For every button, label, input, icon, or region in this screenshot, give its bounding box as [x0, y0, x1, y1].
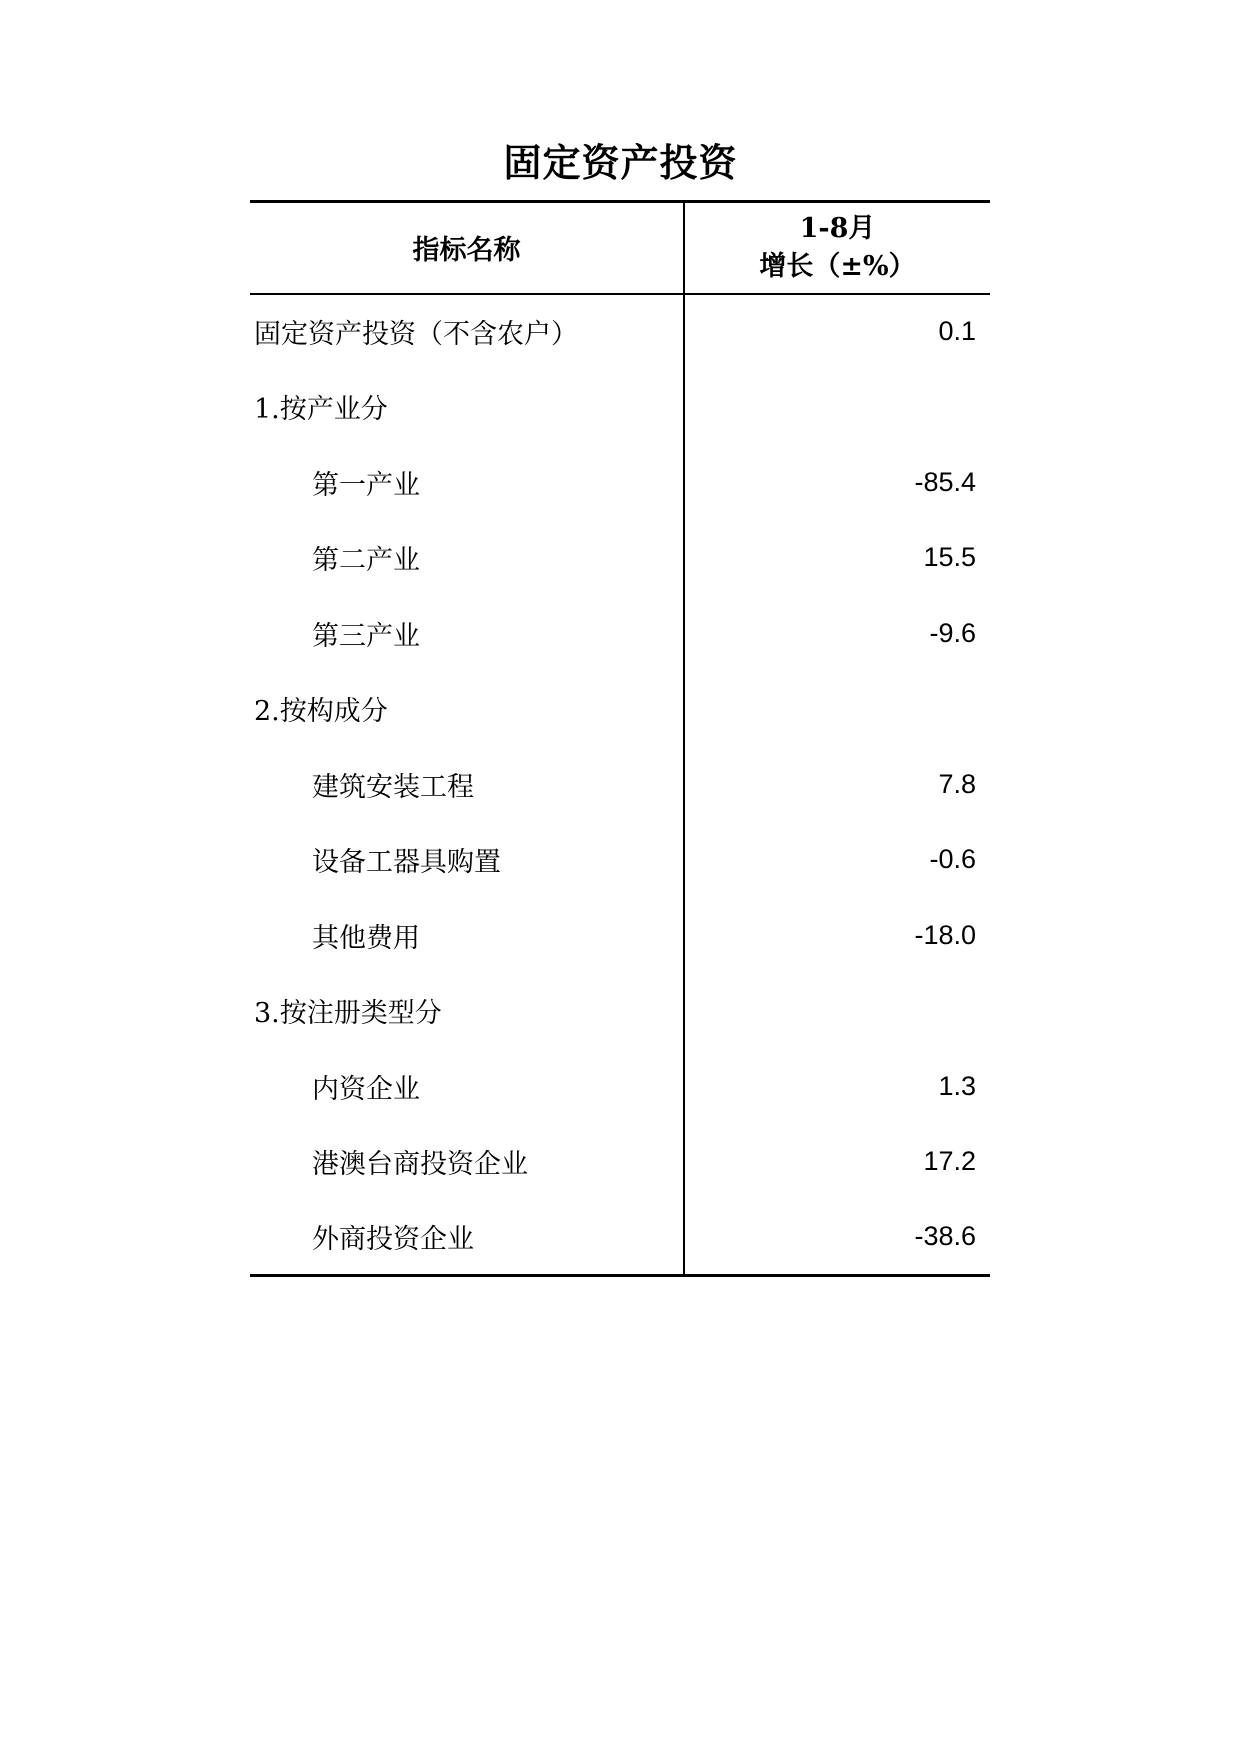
row-value: -9.6 [929, 617, 976, 648]
row-label: 建筑安装工程 [250, 747, 684, 823]
row-value [684, 369, 990, 445]
table-row [250, 1200, 990, 1276]
row-label: 其他费用 [250, 898, 684, 974]
row-label: 内资企业 [250, 1049, 684, 1125]
row-value: 15.5 [923, 542, 976, 573]
row-value: 7.8 [938, 768, 976, 799]
row-label: 1.按产业分 [250, 369, 684, 445]
row-value [684, 973, 990, 1049]
row-value: 0.1 [938, 316, 976, 347]
row-value: -38.6 [684, 1200, 990, 1276]
header-growth-unit: 增长（±%） [759, 250, 916, 282]
row-label: 2.按构成分 [250, 671, 684, 747]
row-label: 第二产业 [250, 520, 684, 596]
header-indicator-name: 指标名称 [250, 202, 684, 294]
table-row [250, 822, 990, 898]
page-title: 固定资产投资 [503, 140, 738, 185]
row-label: 固定资产投资（不含农户） [250, 294, 684, 370]
table-row [250, 898, 990, 974]
row-label: 设备工器具购置 [250, 822, 684, 898]
table-header [250, 202, 990, 294]
investment-table-container [250, 200, 990, 1277]
row-label: 第一产业 [250, 445, 684, 521]
row-value: -0.6 [929, 844, 976, 875]
row-value: -18.0 [914, 919, 976, 950]
row-value [684, 671, 990, 747]
table-row [250, 973, 990, 1049]
investment-table [250, 200, 990, 1277]
header-row [250, 202, 990, 294]
table-row [250, 520, 990, 596]
row-value: 17.2 [923, 1146, 976, 1177]
header-growth [684, 202, 990, 294]
row-label: 外商投资企业 [250, 1200, 684, 1276]
row-value: 1.3 [938, 1070, 976, 1101]
table-row [250, 1124, 990, 1200]
table-row [250, 747, 990, 823]
table-row [250, 596, 990, 672]
table-row [250, 369, 990, 445]
row-label: 第三产业 [250, 596, 684, 672]
table-row [250, 445, 990, 521]
row-label: 港澳台商投资企业 [250, 1124, 684, 1200]
table-row [250, 1049, 990, 1125]
row-label: 3.按注册类型分 [250, 973, 684, 1049]
header-period: 1-8月 [799, 212, 876, 244]
row-value: -85.4 [914, 466, 976, 497]
table-body [250, 294, 990, 1276]
table-row [250, 671, 990, 747]
table-row [250, 294, 990, 370]
